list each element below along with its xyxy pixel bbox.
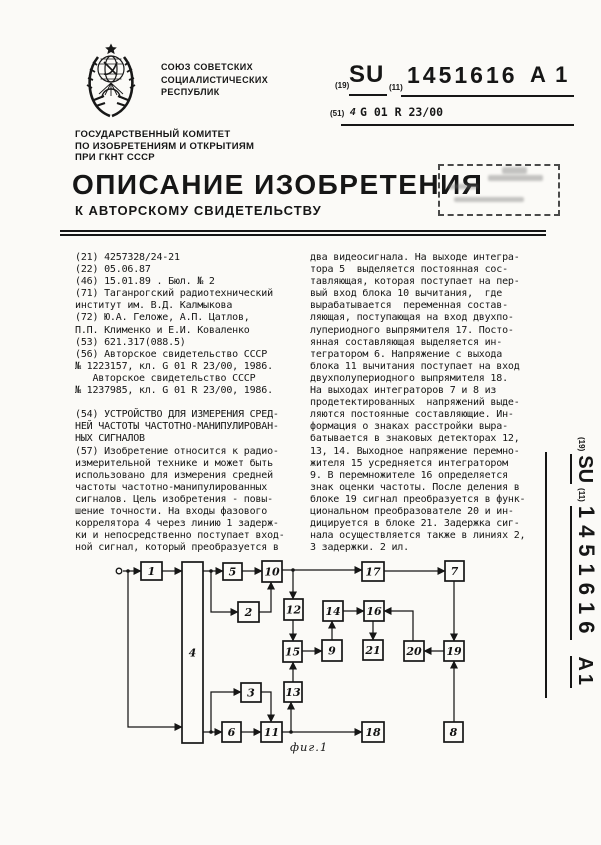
block-diagram <box>80 552 555 756</box>
text-line: ляются постоянные составляющие. Ин- <box>310 409 514 421</box>
text-line: На выходах интеграторов 7 и 8 из <box>310 385 497 397</box>
wire-3-to-11 <box>261 692 271 722</box>
text-line: формация о знаках расстройки выра- <box>310 421 508 433</box>
header-divider-rule <box>60 230 546 236</box>
diagram-block-1 <box>141 562 162 580</box>
diagram-block-9 <box>322 640 342 661</box>
text-line: батывается в знаковых детекторах 12, <box>310 433 520 445</box>
text-line: НЕЙ ЧАСТОТЫ ЧАСТОТНО-МАНИПУЛИРОВАН- <box>75 421 279 433</box>
text-line: тегратором 6. Напряжение с выхода <box>310 348 503 360</box>
wire-junction <box>289 730 293 734</box>
underline-country <box>349 94 387 96</box>
ussr-emblem <box>84 42 138 118</box>
svg-text:7: 7 <box>450 564 459 578</box>
ipc-label: (51) <box>330 109 345 118</box>
text-line: (53) 621.317(088.5) <box>75 336 186 348</box>
stamp-smudge <box>448 184 478 189</box>
text-line: (54) УСТРОЙСТВО ДЛЯ ИЗМЕРЕНИЯ СРЕД- <box>75 409 279 421</box>
wire-in-to-4 <box>128 571 182 727</box>
svg-text:21: 21 <box>365 643 381 657</box>
text-line: Авторское свидетельство СССР <box>75 372 256 384</box>
text-line: (56) Авторское свидетельство СССР <box>75 348 268 360</box>
diagram-block-18 <box>362 722 384 742</box>
diagram-block-19 <box>444 641 464 661</box>
diagram-block-6 <box>222 722 241 742</box>
text-line: янная составляющая выделяется ин- <box>310 336 503 348</box>
diagram-block-4 <box>182 562 203 743</box>
diagram-block-11 <box>261 722 282 742</box>
svg-text:17: 17 <box>365 565 381 579</box>
text-line: циональном преобразователе 20 и ин- <box>310 505 514 517</box>
text-line: блоке 19 сигнал преобразуется в функ- <box>310 493 526 505</box>
page-subtitle: К АВТОРСКОМУ СВИДЕТЕЛЬСТВУ <box>75 203 322 218</box>
text-line: вырабатывается переменная состав- <box>310 300 508 312</box>
diagram-block-5 <box>223 563 242 580</box>
svg-text:9: 9 <box>328 644 336 658</box>
diagram-block-17 <box>362 562 384 581</box>
svg-text:5: 5 <box>228 565 237 579</box>
svg-text:19: 19 <box>446 644 462 658</box>
text-line: нала осуществляется также в линиях 2, <box>310 530 526 542</box>
svg-text:12: 12 <box>285 603 302 617</box>
text-line <box>75 397 308 409</box>
stamp-smudge <box>488 175 543 181</box>
diagram-block-21 <box>363 640 383 660</box>
svg-text:20: 20 <box>406 644 422 658</box>
svg-text:13: 13 <box>285 685 301 699</box>
svg-text:14: 14 <box>325 604 341 618</box>
diagram-block-13 <box>284 682 302 702</box>
underline-ipc <box>341 124 574 126</box>
republics-line: РЕСПУБЛИК <box>161 87 220 97</box>
diagram-block-14 <box>323 601 343 621</box>
svg-text:18: 18 <box>365 725 381 739</box>
wire-junction <box>291 568 295 572</box>
wire-junction <box>209 569 213 573</box>
diagram-block-10 <box>262 561 282 582</box>
wire-20-to-16 <box>384 611 413 641</box>
text-line: (22) 05.06.87 <box>75 264 151 276</box>
text-line: шение точности. На входы фазового <box>75 505 268 517</box>
svg-text:16: 16 <box>366 604 382 618</box>
svg-text:11: 11 <box>263 725 280 739</box>
svg-text:2: 2 <box>244 605 253 619</box>
underline-number <box>401 95 574 97</box>
diagram-block-16 <box>364 601 384 621</box>
diagram-block-2 <box>238 602 259 622</box>
stamp-smudge <box>502 167 527 174</box>
committee-line: ГОСУДАРСТВЕННЫЙ КОМИТЕТ <box>75 129 231 140</box>
stamp-smudge <box>454 197 524 202</box>
sidebar-doc-number: 1451616 <box>570 506 599 641</box>
ipc-class: G 01 R 23/00 <box>360 105 444 119</box>
republics-text <box>161 61 268 99</box>
text-line: НЫХ СИГНАЛОВ <box>75 433 145 445</box>
text-line: продетектированных напряжений выде- <box>310 397 520 409</box>
country-code: SU <box>349 61 385 88</box>
page-title: ОПИСАНИЕ ИЗОБРЕТЕНИЯ <box>72 169 484 200</box>
text-line: 9. В перемножителе 16 определяется <box>310 469 508 481</box>
doc-number-label: (11) <box>389 83 403 92</box>
text-line: лупериодного выпрямителя 17. Посто- <box>310 324 514 336</box>
text-line: ки и непосредственно поступает вход- <box>75 530 285 542</box>
text-line: использовано для измерения средней <box>75 469 273 481</box>
text-line: жителя 15 усредняется интегратором <box>310 457 508 469</box>
sidebar-country-code: SU <box>570 454 596 484</box>
sidebar-doc-id <box>570 437 599 791</box>
text-line: коррелятора 4 через линию 1 задерж- <box>75 518 279 530</box>
kind-code: A 1 <box>530 62 570 87</box>
text-line: (71) Таганрогский радиотехнический <box>75 288 273 300</box>
figure-caption: фиг.1 <box>290 740 329 754</box>
text-line: № 1223157, кл. G 01 R 23/00, 1986. <box>75 360 273 372</box>
wire-junction <box>126 569 130 573</box>
text-line: (57) Изобретение относится к радио- <box>75 445 279 457</box>
wire-2-to-10 <box>259 582 271 612</box>
ipc-edition: 4 <box>350 107 356 118</box>
svg-text:4: 4 <box>188 646 197 660</box>
svg-text:6: 6 <box>227 725 236 739</box>
text-line: два видеосигнала. На выходе интегра- <box>310 252 520 263</box>
text-line: дицируется в блоке 21. Задержка сиг- <box>310 518 520 530</box>
text-line: блока 11 вычитания поступает на вход <box>310 360 520 372</box>
svg-text:1: 1 <box>147 564 156 578</box>
text-line: тора 5 выделяется постоянная сос- <box>310 264 508 276</box>
svg-text:8: 8 <box>449 725 458 739</box>
text-line: институт им. В.Д. Калмыкова <box>75 300 233 312</box>
text-line: тавляющая, которая поступает на пер- <box>310 276 520 288</box>
text-line: ной сигнал, который преобразуется в <box>75 542 279 554</box>
text-line: сигналов. Цель изобретения - повы- <box>75 493 273 505</box>
text-line: ляющая, поступающая на вход двухпо- <box>310 312 514 324</box>
sidebar-kind-code: A1 <box>570 656 596 688</box>
svg-text:15: 15 <box>284 645 301 659</box>
sidebar-number-label: (11) <box>577 488 586 502</box>
wire-junction <box>209 730 213 734</box>
text-line: знак оценки частоты. После деления в <box>310 481 520 493</box>
text-line: 13, 14. Выходное напряжение перемно- <box>310 445 520 457</box>
svg-text:10: 10 <box>264 565 280 579</box>
diagram-block-3 <box>241 683 261 702</box>
diagram-block-20 <box>404 641 424 661</box>
abstract-column <box>310 252 552 554</box>
text-line: (72) Ю.А. Геложе, А.П. Цатлов, <box>75 312 250 324</box>
committee-text <box>75 129 254 164</box>
republics-line: СОЦИАЛИСТИЧЕСКИХ <box>161 74 269 85</box>
doc-number: 1451616 <box>407 62 518 88</box>
text-line: (21) 4257328/24-21 <box>75 252 180 263</box>
diagram-block-15 <box>283 641 302 662</box>
input-terminal <box>116 568 122 574</box>
text-line: № 1237985, кл. G 01 R 23/00, 1986. <box>75 385 273 397</box>
svg-text:3: 3 <box>247 686 255 700</box>
biblio-abstract-column <box>75 252 308 554</box>
text-line: (46) 15.01.89 . Бюл. № 2 <box>75 276 215 288</box>
ussr-emblem-graphic <box>84 42 138 118</box>
sidebar-country-label: (19) <box>577 437 586 452</box>
text-line: измерительной технике и может быть <box>75 457 273 469</box>
text-line: П.П. Клименко и Е.И. Коваленко <box>75 324 250 336</box>
committee-line: ПО ИЗОБРЕТЕНИЯМ И ОТКРЫТИЯМ <box>75 140 255 152</box>
diagram-block-8 <box>444 722 463 742</box>
stamp-box <box>438 164 560 216</box>
diagram-block-7 <box>445 561 464 581</box>
text-line: двухполупериодного выпрямителя 18. <box>310 372 508 384</box>
diagram-block-12 <box>284 599 303 620</box>
sidebar-rule <box>545 452 547 698</box>
republics-line: СОЮЗ СОВЕТСКИХ <box>161 62 254 72</box>
committee-line: ПРИ ГКНТ СССР <box>75 152 155 163</box>
text-line: частоты частотно-манипулированных <box>75 481 268 493</box>
text-line: 3 задержки. 2 ил. <box>310 542 409 554</box>
text-line: вый вход блока 10 вычитания, где <box>310 288 503 300</box>
country-code-label: (19) <box>335 81 350 90</box>
